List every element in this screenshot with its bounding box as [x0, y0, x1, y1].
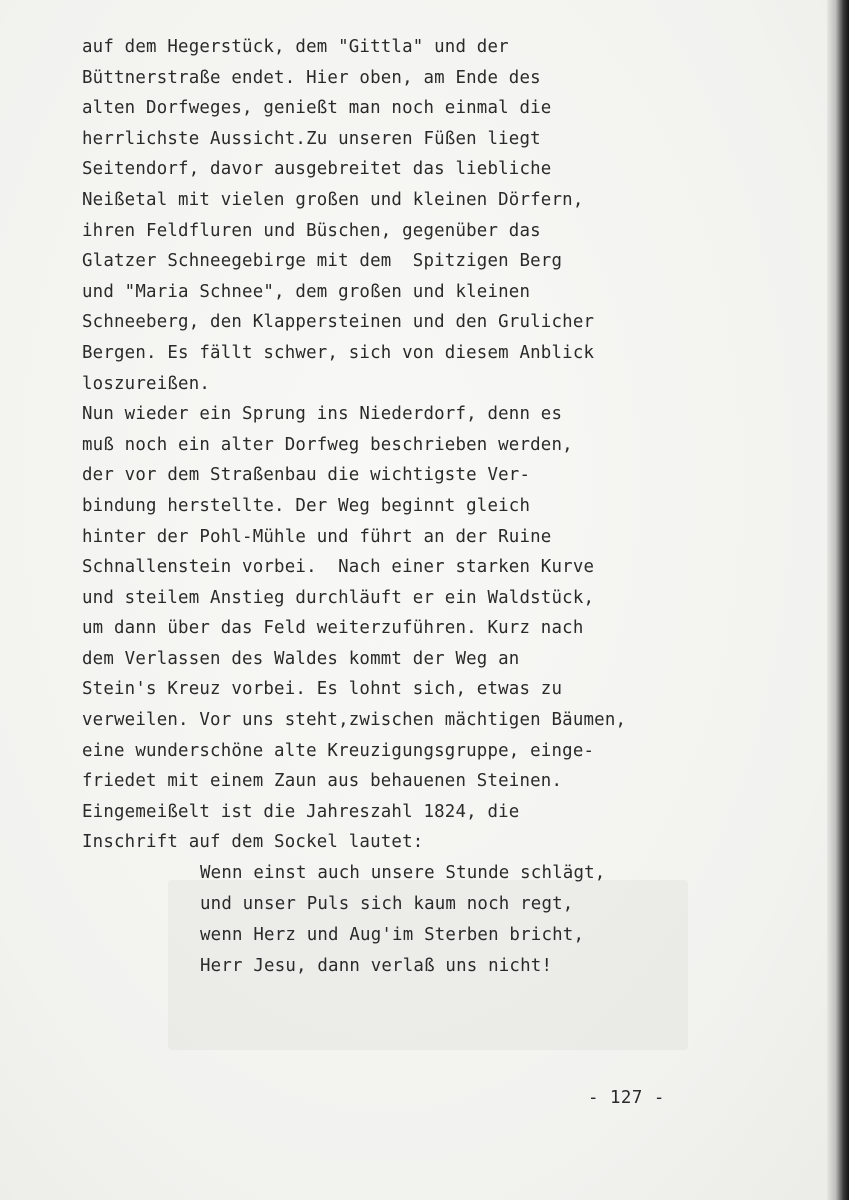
poem-line: und unser Puls sich kaum noch regt,	[200, 894, 574, 914]
text-line: Schnallenstein vorbei. Nach einer starken Kurve	[82, 557, 595, 578]
inscription-poem	[200, 858, 700, 982]
body-text	[82, 32, 722, 858]
text-line: Büttnerstraße endet. Hier oben, am Ende des	[82, 67, 541, 88]
text-line: und "Maria Schnee", dem großen und kleinen	[82, 281, 531, 302]
text-line: Seitendorf, davor ausgebreitet das liebliche	[82, 159, 552, 180]
text-line: herrlichste Aussicht.Zu unseren Füßen liegt	[82, 128, 541, 149]
text-line: alten Dorfweges, genießt man noch einmal die	[82, 98, 552, 119]
text-line: muß noch ein alter Dorfweg beschrieben werden,	[82, 434, 573, 455]
text-line: Nun wieder ein Sprung ins Niederdorf, denn es	[82, 404, 563, 425]
text-line: hinter der Pohl-Mühle und führt an der Ruine	[82, 526, 552, 547]
poem-line: Wenn einst auch unsere Stunde schlägt,	[200, 863, 606, 883]
text-line: um dann über das Feld weiterzuführen. Kurz nach	[82, 618, 584, 639]
poem-line: Herr Jesu, dann verlaß uns nicht!	[200, 956, 553, 976]
text-line: verweilen. Vor uns steht,zwischen mächtigen Bäumen,	[82, 710, 627, 731]
text-line: Stein's Kreuz vorbei. Es lohnt sich, etwas zu	[82, 679, 563, 700]
text-line: Schneeberg, den Klappersteinen und den Grulicher	[82, 312, 595, 333]
text-line: bindung herstellte. Der Weg beginnt gleich	[82, 495, 531, 516]
text-line: loszureißen.	[82, 373, 211, 394]
text-line: der vor dem Straßenbau die wichtigste Ver-	[82, 465, 531, 486]
poem-line: wenn Herz und Aug'im Sterben bricht,	[200, 925, 585, 945]
text-line: ihren Feldfluren und Büschen, gegenüber das	[82, 220, 541, 241]
text-line: eine wunderschöne alte Kreuzigungsgruppe, einge-	[82, 740, 595, 761]
text-line: friedet mit einem Zaun aus behauenen Steinen.	[82, 771, 563, 792]
page-number: - 127 -	[588, 1088, 665, 1108]
text-line: Bergen. Es fällt schwer, sich von diesem Anblick	[82, 342, 595, 363]
text-line: auf dem Hegerstück, dem "Gittla" und der	[82, 37, 509, 57]
text-line: Eingemeißelt ist die Jahreszahl 1824, die	[82, 801, 520, 822]
scan-edge-shadow	[827, 0, 849, 1200]
text-line: Neißetal mit vielen großen und kleinen Dörfern,	[82, 189, 584, 210]
text-line: und steilem Anstieg durchläuft er ein Waldstück,	[82, 587, 595, 608]
text-line: dem Verlassen des Waldes kommt der Weg an	[82, 648, 520, 669]
text-line: Inschrift auf dem Sockel lautet:	[82, 832, 424, 853]
text-line: Glatzer Schneegebirge mit dem Spitzigen Berg	[82, 251, 563, 272]
